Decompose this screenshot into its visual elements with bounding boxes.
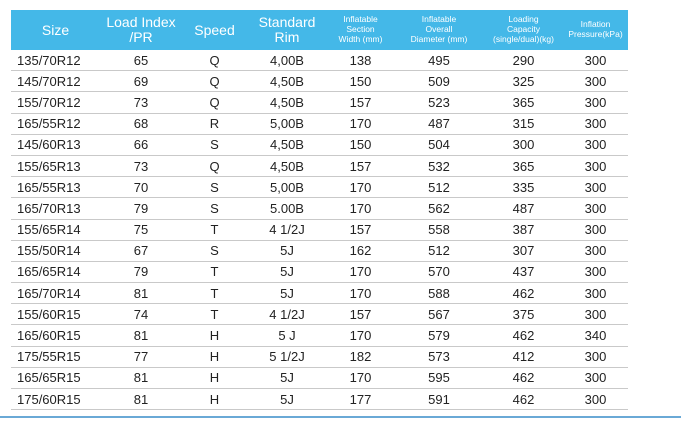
table-cell: 562 [394, 198, 484, 219]
table-cell: 73 [100, 155, 182, 176]
table-cell: 462 [484, 367, 563, 388]
column-header [394, 10, 484, 50]
table-row [11, 240, 628, 261]
tire-size-cell: 155/60R15 [11, 304, 100, 325]
column-header [563, 10, 628, 50]
table-cell: 300 [563, 346, 628, 367]
table-cell: 325 [484, 71, 563, 92]
table-row [11, 113, 628, 134]
table-cell: 75 [100, 219, 182, 240]
table-cell: 300 [563, 134, 628, 155]
tire-size-cell: 165/65R15 [11, 367, 100, 388]
table-cell: 300 [563, 367, 628, 388]
table-cell: 150 [327, 71, 394, 92]
tire-size-cell: 165/55R12 [11, 113, 100, 134]
table-cell: 307 [484, 240, 563, 261]
table-cell: 157 [327, 219, 394, 240]
table-row [11, 219, 628, 240]
table-cell: 67 [100, 240, 182, 261]
table-cell: 66 [100, 134, 182, 155]
table-cell: 157 [327, 92, 394, 113]
column-header-line: Size [41, 21, 70, 38]
table-cell: 412 [484, 346, 563, 367]
column-header-line: Inflatable [343, 14, 378, 25]
tire-size-cell: 155/65R14 [11, 219, 100, 240]
header-row [11, 10, 628, 50]
table-cell: 495 [394, 50, 484, 71]
table-cell: 437 [484, 261, 563, 282]
table-row [11, 198, 628, 219]
table-cell: 5,00B [247, 177, 327, 198]
table-cell: 588 [394, 283, 484, 304]
column-header [247, 10, 327, 50]
table-cell: 5J [247, 240, 327, 261]
table-cell: 300 [563, 261, 628, 282]
table-cell: 512 [394, 177, 484, 198]
table-row [11, 304, 628, 325]
tire-size-cell: 145/60R13 [11, 134, 100, 155]
table-cell: 157 [327, 155, 394, 176]
table-cell: 315 [484, 113, 563, 134]
table-cell: 5J [247, 389, 327, 410]
column-header-line: Pressure(kPa) [568, 29, 623, 39]
table-cell: H [182, 325, 247, 346]
column-header-line: Capacity [506, 24, 541, 35]
column-header-line: Overall [425, 24, 453, 35]
column-header-line: Section [346, 24, 375, 35]
table-cell: 300 [563, 113, 628, 134]
table-cell: 591 [394, 389, 484, 410]
table-cell: 150 [327, 134, 394, 155]
table-cell: 300 [563, 283, 628, 304]
tire-size-cell: 135/70R12 [11, 50, 100, 71]
column-header [327, 10, 394, 50]
table-cell: H [182, 389, 247, 410]
table-cell: 170 [327, 261, 394, 282]
table-body [11, 50, 628, 410]
table-cell: R [182, 113, 247, 134]
table-cell: 5 1/2J [247, 346, 327, 367]
tire-size-cell: 175/60R15 [11, 389, 100, 410]
tire-size-cell: 165/65R14 [11, 261, 100, 282]
table-cell: 365 [484, 155, 563, 176]
table-cell: 138 [327, 50, 394, 71]
column-header-line: Load Index [106, 14, 176, 31]
table-cell: 170 [327, 367, 394, 388]
tire-size-cell: 165/60R15 [11, 325, 100, 346]
table-cell: 170 [327, 113, 394, 134]
column-header-line: Inflation [580, 19, 611, 30]
table-cell: S [182, 240, 247, 261]
column-header [182, 10, 247, 50]
table-row [11, 389, 628, 410]
tire-size-cell: 155/50R14 [11, 240, 100, 261]
table-cell: 70 [100, 177, 182, 198]
table-cell: 570 [394, 261, 484, 282]
table-cell: Q [182, 71, 247, 92]
table-cell: 300 [563, 219, 628, 240]
table-cell: 81 [100, 367, 182, 388]
table-cell: 532 [394, 155, 484, 176]
table-cell: 300 [563, 92, 628, 113]
table-cell: 5J [247, 261, 327, 282]
table-row [11, 367, 628, 388]
table-cell: 77 [100, 346, 182, 367]
column-header-line: /PR [129, 29, 153, 45]
table-cell: 170 [327, 198, 394, 219]
column-header [100, 10, 182, 50]
table-cell: 4 1/2J [247, 304, 327, 325]
table-cell: 162 [327, 240, 394, 261]
table-cell: 79 [100, 261, 182, 282]
table-cell: 300 [563, 177, 628, 198]
table-cell: 170 [327, 325, 394, 346]
table-cell: 74 [100, 304, 182, 325]
table-cell: 4,50B [247, 155, 327, 176]
table-cell: 68 [100, 113, 182, 134]
table-cell: 170 [327, 283, 394, 304]
table-cell: 69 [100, 71, 182, 92]
tire-size-cell: 175/55R15 [11, 346, 100, 367]
tire-size-cell: 155/70R12 [11, 92, 100, 113]
table-row [11, 155, 628, 176]
table-cell: 157 [327, 304, 394, 325]
table-cell: 300 [563, 240, 628, 261]
table-cell: 595 [394, 367, 484, 388]
table-row [11, 346, 628, 367]
table-cell: T [182, 261, 247, 282]
table-cell: 4,50B [247, 134, 327, 155]
table-cell: 4,50B [247, 92, 327, 113]
column-header-line: Speed [194, 21, 235, 38]
table-cell: 573 [394, 346, 484, 367]
table-cell: 487 [394, 113, 484, 134]
tire-size-cell: 165/55R13 [11, 177, 100, 198]
table-cell: S [182, 134, 247, 155]
table-cell: 81 [100, 325, 182, 346]
table-row [11, 261, 628, 282]
table-cell: T [182, 219, 247, 240]
table-cell: 335 [484, 177, 563, 198]
table-cell: 375 [484, 304, 563, 325]
table-cell: 5J [247, 367, 327, 388]
tire-size-cell: 155/65R13 [11, 155, 100, 176]
table-cell: 73 [100, 92, 182, 113]
table-cell: 81 [100, 389, 182, 410]
table-cell: 487 [484, 198, 563, 219]
column-header-line: Loading [508, 14, 539, 25]
table-row [11, 283, 628, 304]
column-header-line: (single/dual)(kg) [493, 33, 554, 44]
tire-size-cell: 145/70R12 [11, 71, 100, 92]
column-header [484, 10, 563, 50]
table-row [11, 50, 628, 71]
column-header [11, 10, 100, 50]
table-cell: 300 [563, 71, 628, 92]
table-cell: 365 [484, 92, 563, 113]
table-cell: S [182, 177, 247, 198]
table-cell: 523 [394, 92, 484, 113]
table-cell: 340 [563, 325, 628, 346]
table-cell: 567 [394, 304, 484, 325]
table-cell: 5 J [247, 325, 327, 346]
table-cell: 462 [484, 325, 563, 346]
table-cell: 4 1/2J [247, 219, 327, 240]
table-cell: 4,00B [247, 50, 327, 71]
table-cell: T [182, 304, 247, 325]
table-row [11, 134, 628, 155]
table-cell: 579 [394, 325, 484, 346]
table-cell: 300 [563, 198, 628, 219]
table-cell: 558 [394, 219, 484, 240]
table-cell: 4,50B [247, 71, 327, 92]
table-cell: H [182, 346, 247, 367]
column-header-line: Rim [274, 29, 300, 45]
tire-size-cell: 165/70R14 [11, 283, 100, 304]
table-cell: 462 [484, 283, 563, 304]
table-row [11, 92, 628, 113]
table-cell: 512 [394, 240, 484, 261]
table-row [11, 177, 628, 198]
table-cell: 300 [484, 134, 563, 155]
table-cell: 504 [394, 134, 484, 155]
table-cell: 387 [484, 219, 563, 240]
table-cell: 170 [327, 177, 394, 198]
table-cell: 300 [563, 389, 628, 410]
table-cell: Q [182, 50, 247, 71]
table-cell: 300 [563, 50, 628, 71]
table-cell: 462 [484, 389, 563, 410]
table-cell: 79 [100, 198, 182, 219]
column-header-line: Inflatable [421, 14, 457, 25]
table-cell: 290 [484, 50, 563, 71]
tire-size-cell: 165/70R13 [11, 198, 100, 219]
table-row [11, 325, 628, 346]
table-cell: S [182, 198, 247, 219]
bottom-divider [0, 416, 681, 418]
column-header-line: Width (mm) [338, 33, 383, 44]
table-cell: Q [182, 92, 247, 113]
table-cell: 300 [563, 304, 628, 325]
table-cell: 509 [394, 71, 484, 92]
column-header-line: Standard [258, 14, 316, 31]
table-cell: H [182, 367, 247, 388]
table-cell: 182 [327, 346, 394, 367]
table-cell: 5J [247, 283, 327, 304]
column-header-line: Diameter (mm) [410, 33, 468, 44]
tire-spec-table [11, 10, 628, 410]
table-cell: 65 [100, 50, 182, 71]
table-cell: 5,00B [247, 113, 327, 134]
table-cell: T [182, 283, 247, 304]
table-cell: Q [182, 155, 247, 176]
table-cell: 300 [563, 155, 628, 176]
table-cell: 177 [327, 389, 394, 410]
table-row [11, 71, 628, 92]
table-cell: 5.00B [247, 198, 327, 219]
table-cell: 81 [100, 283, 182, 304]
